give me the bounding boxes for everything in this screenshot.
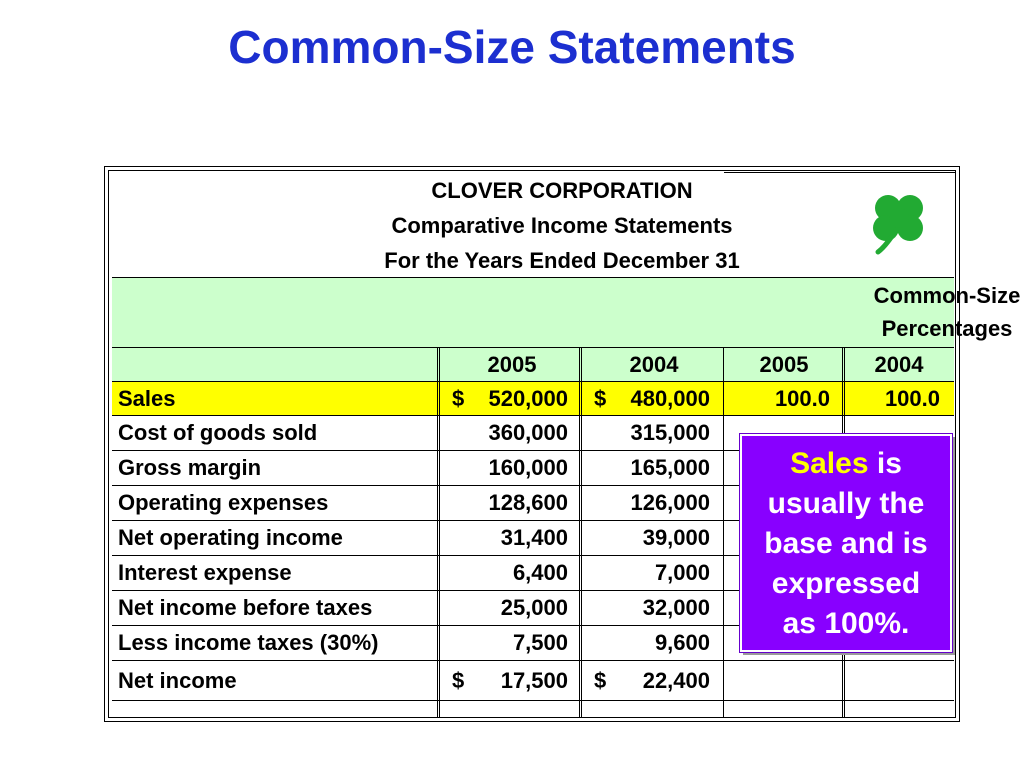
value-2004: 165,000 (630, 455, 710, 480)
dollar-sign: $ (452, 386, 465, 411)
value-2005: 128,600 (488, 490, 568, 515)
value-2005: 7,500 (512, 630, 568, 655)
col-pct-2005: 2005 (759, 352, 809, 377)
dollar-sign: $ (594, 668, 607, 693)
callout-text: expressed (771, 567, 921, 600)
statement-period: For the Years Ended December 31 (384, 248, 740, 273)
value-2005: 160,000 (488, 455, 568, 480)
dollar-sign: $ (594, 386, 607, 411)
value-2005: 360,000 (488, 420, 568, 445)
callout-line-1 (742, 444, 950, 484)
statement-header (112, 174, 954, 278)
statement-subtitle: Comparative Income Statements (391, 213, 733, 238)
row-label: Sales (118, 386, 176, 411)
value-2004: 32,000 (642, 595, 710, 620)
row-label: Cost of goods sold (118, 420, 318, 445)
col-2005: 2005 (487, 352, 537, 377)
value-2004: 9,600 (654, 630, 710, 655)
value-2004: 7,000 (654, 560, 710, 585)
value-2005: 520,000 (488, 386, 568, 411)
value-2005: 6,400 (512, 560, 568, 585)
callout-text: base and is (764, 527, 928, 560)
clover-icon (864, 190, 934, 256)
row-label: Operating expenses (118, 490, 329, 515)
common-size-label: Common-Size (873, 283, 1021, 308)
table-row-net-income (112, 661, 954, 701)
col-divider (579, 348, 582, 718)
common-size-band (112, 278, 1021, 348)
value-2005: 25,000 (500, 595, 568, 620)
company-name: CLOVER CORPORATION (431, 178, 693, 203)
value-2004: 480,000 (630, 386, 710, 411)
col-divider (723, 348, 724, 718)
col-divider (437, 348, 440, 718)
value-2004: 39,000 (642, 525, 710, 550)
value-2005: 17,500 (500, 668, 568, 693)
callout-text: usually the (767, 487, 925, 520)
row-label: Net income (118, 668, 237, 693)
callout-text: is (876, 447, 902, 480)
sales-base-callout (740, 434, 952, 652)
row-label: Net operating income (118, 525, 343, 550)
value-2004: 126,000 (630, 490, 710, 515)
pct-2004: 100.0 (884, 386, 940, 411)
value-2005: 31,400 (500, 525, 568, 550)
callout-text: as 100%. (782, 607, 910, 640)
col-pct-2004: 2004 (874, 352, 924, 377)
slide-title: Common-Size Statements (228, 21, 796, 73)
row-label: Net income before taxes (118, 595, 373, 620)
percentages-label: Percentages (881, 316, 1013, 341)
header-top-rule (724, 172, 956, 173)
value-2004: 22,400 (642, 668, 710, 693)
value-2004: 315,000 (630, 420, 710, 445)
row-label: Less income taxes (30%) (118, 630, 379, 655)
dollar-sign: $ (452, 668, 465, 693)
table-row-sales (112, 382, 954, 416)
year-header-row (112, 348, 954, 382)
row-label: Interest expense (118, 560, 292, 585)
pct-2005: 100.0 (774, 386, 830, 411)
callout-highlight: Sales (790, 447, 869, 480)
col-2004: 2004 (629, 352, 679, 377)
row-label: Gross margin (118, 455, 262, 480)
